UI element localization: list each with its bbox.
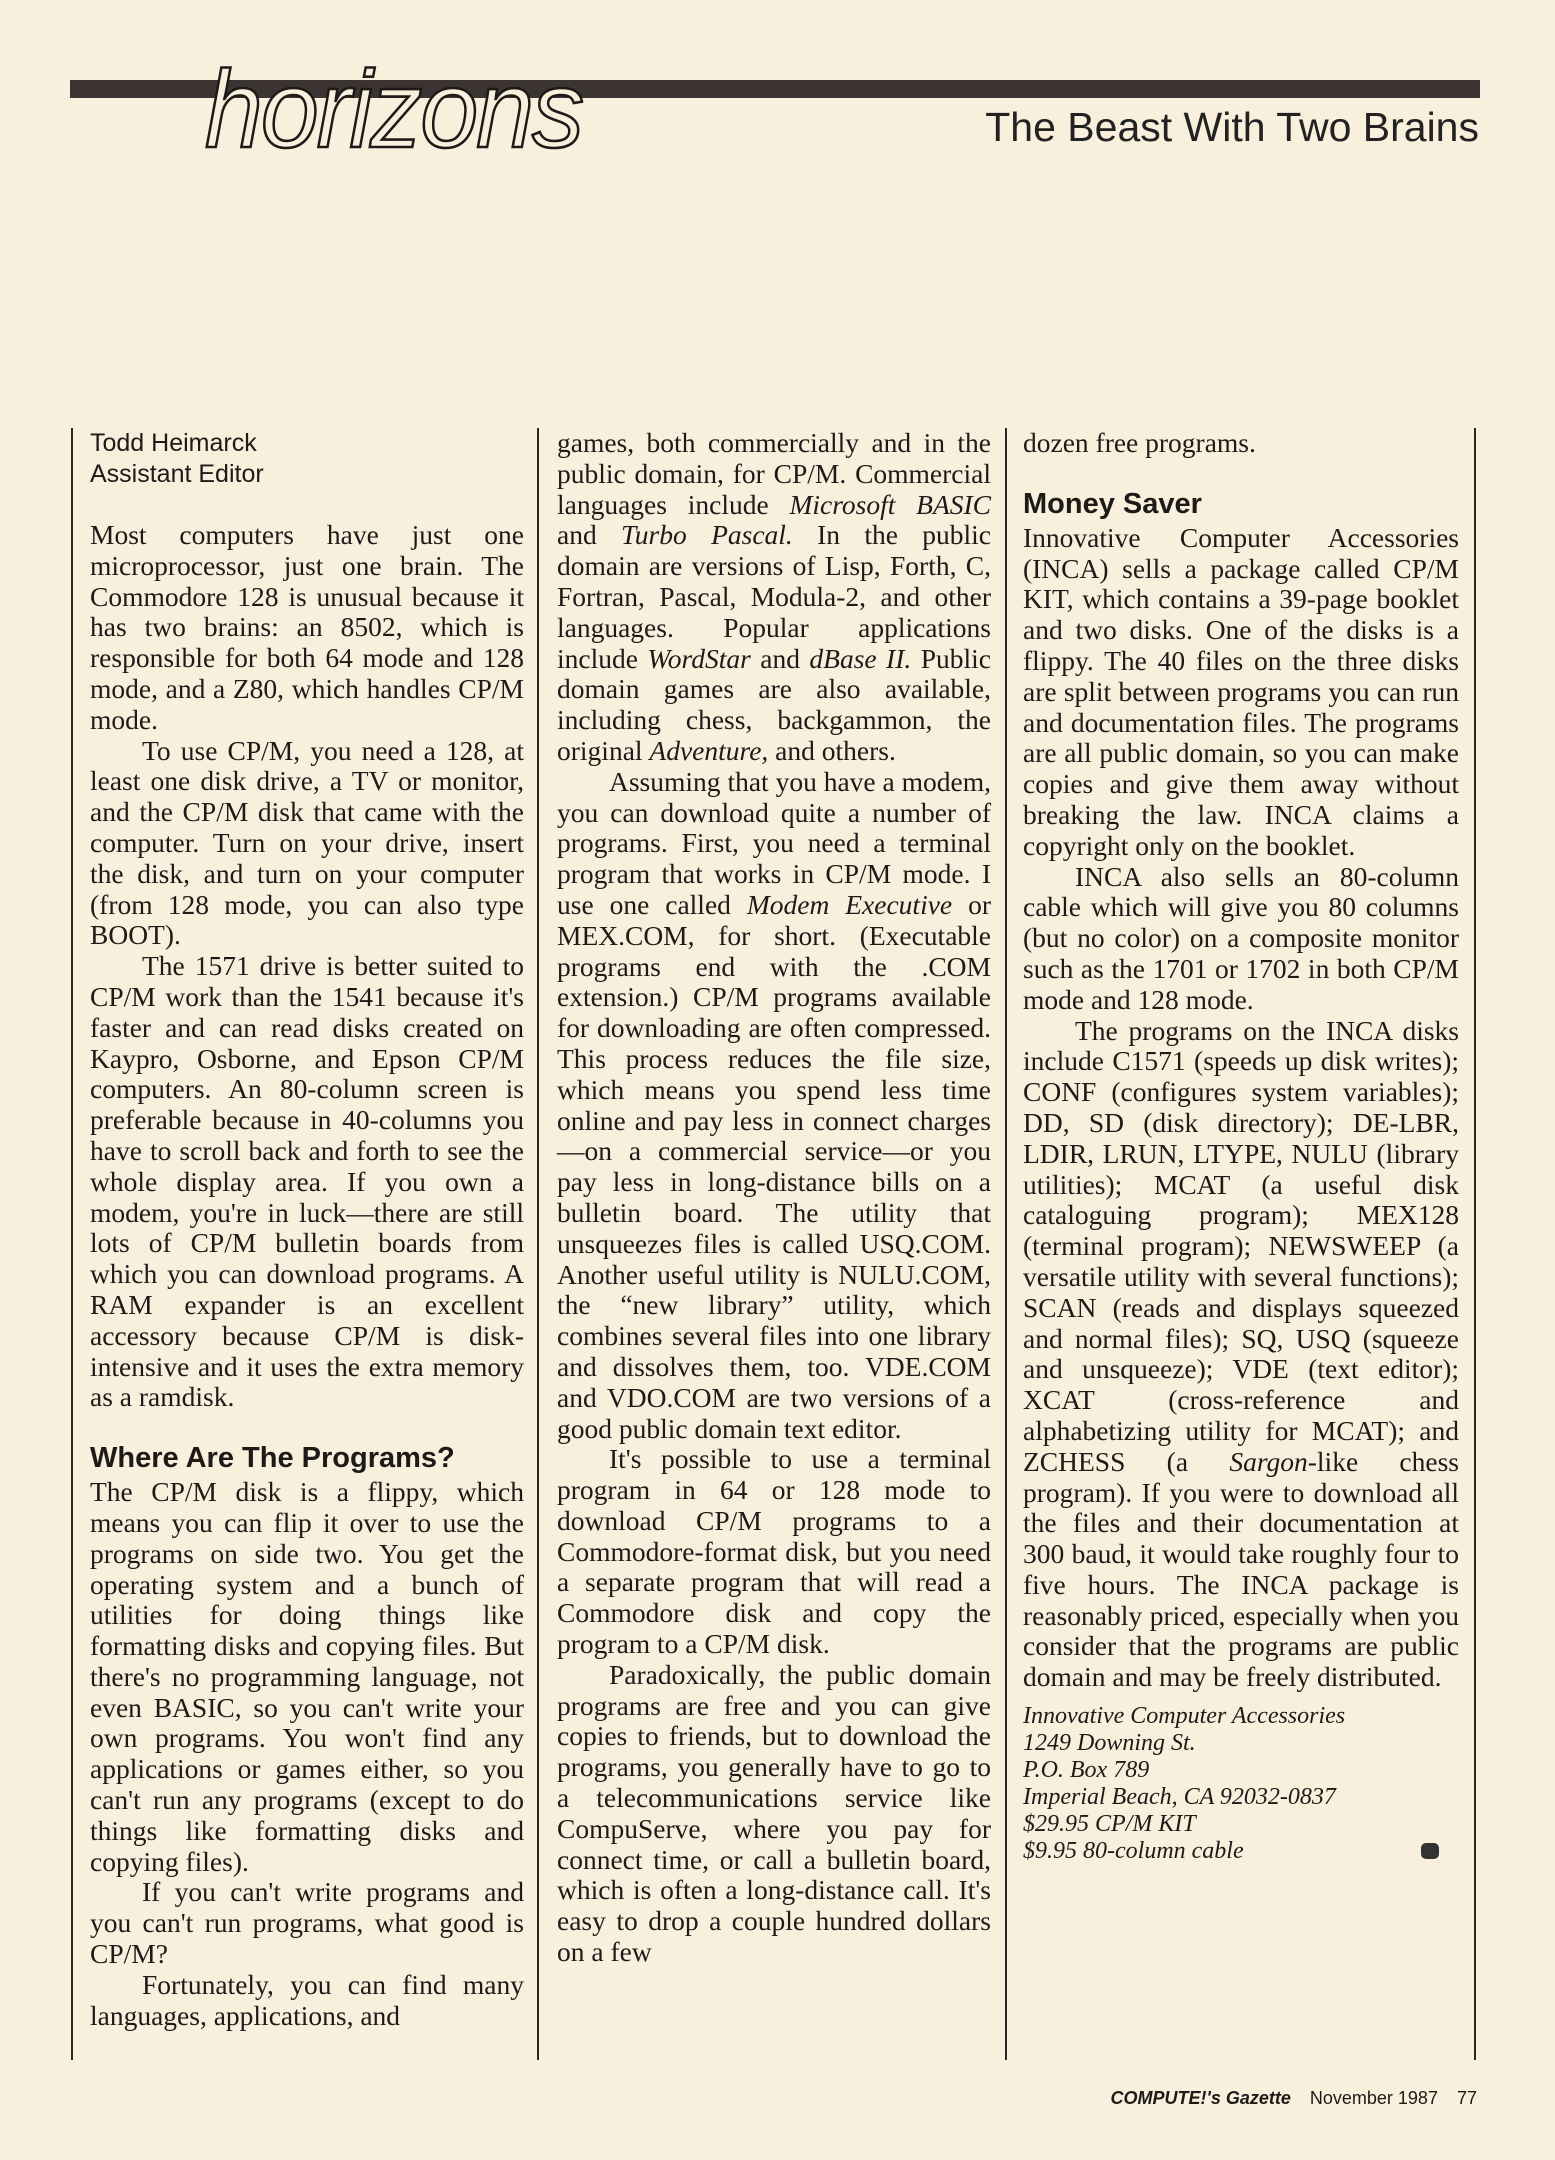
paragraph: [90, 520, 524, 736]
text-run: The programs on the INCA disks include C1571 (speeds up disk writes); CONF (configures system variables); DD, SD (disk directory); DE-LBR, LDIR, LRUN, LTYPE, NULU (library utilities); MCAT (a useful disk cataloguing program); MEX128 (terminal program); NEWSWEEP (a versatile utility with several functions); SCAN (reads and displays squeezed and normal files); SQ, USQ (squeeze and unsqueeze); VDE (text editor); XCAT (cross-reference and alphabetizing utility for MCAT); and ZCHESS (a: [1023, 1014, 1459, 1477]
page-footer: [1111, 2088, 1477, 2109]
text-run: INCA also sells an 80-column cable which will give you 80 columns (but no color) on a composite monitor such as the 1701 or 1702 in both CP/M mode and 128 mode.: [1023, 860, 1459, 1015]
paragraph: [90, 951, 524, 1413]
paragraph: [557, 767, 991, 1445]
section-heading: Money Saver: [1023, 487, 1202, 520]
column-rule: [71, 428, 73, 2060]
byline: [90, 428, 524, 490]
article-column-3: [1023, 428, 1459, 1865]
italic-title: WordStar: [647, 642, 751, 674]
column-rule: [1005, 428, 1007, 2060]
paragraph: [90, 1970, 524, 2032]
italic-title: dBase II.: [809, 642, 912, 674]
vendor-address: [1023, 1703, 1459, 1865]
issue-date: November 1987: [1309, 2088, 1438, 2108]
text-run: The 1571 drive is better suited to CP/M work than the 1541 because it's faster and can read disks created on Kaypro, Osborne, and Epson CP/M computers. An 80-column screen is preferable because in 40-columns you have to scroll back and forth to see the whole display area. If you own a modem, you're in luck—there are still lots of CP/M bulletin boards from which you can download programs. A RAM expander is an excellent accessory because CP/M is disk-intensive and it uses the extra memory as a ramdisk.: [90, 950, 524, 1413]
section-heading: Where Are The Programs?: [90, 1442, 455, 1475]
italic-title: Adventure,: [649, 734, 769, 766]
publication-name: COMPUTE!'s Gazette: [1110, 2088, 1291, 2108]
text-run: and others.: [768, 734, 896, 766]
address-line: P.O. Box 789: [1023, 1757, 1150, 1784]
page-number: 77: [1456, 2088, 1477, 2108]
paragraph: [557, 428, 991, 767]
text-run: dozen free programs.: [1023, 427, 1256, 458]
text-run: Innovative Computer Accessories (INCA) sells a package called CP/M KIT, which contains a 39-page booklet and two disks. One of the disks is a flippy. The 40 files on the three disks are split between programs you can run and documentation files. The programs are all public domain, so you can make copies and give them away without breaking the law. INCA claims a copyright only on the booklet.: [1023, 521, 1459, 861]
column-body: [557, 428, 991, 1968]
address-line: 1249 Downing St.: [1023, 1730, 1196, 1757]
text-run: If you can't write programs and you can't run programs, what good is CP/M?: [90, 1876, 524, 1970]
article-column-2: [557, 428, 991, 1968]
text-run: Fortunately, you can find many languages, applications, and: [90, 1968, 524, 2031]
paragraph: [90, 1477, 524, 1877]
text-run: -like chess program). If you were to download all the files and their documentation at 300 baud, it would take roughly four to five hours. The INCA package is reasonably priced, especially when you consider that the programs are public domain and may be freely distributed.: [1023, 1445, 1459, 1693]
address-line: Innovative Computer Accessories: [1023, 1703, 1346, 1730]
text-run: In the public domain are versions of Lisp, Forth, C, Fortran, Pascal, Modula-2, and other languages. Popular applications include: [557, 519, 991, 674]
text-run: Public domain games are also available, including chess, backgammon, the original: [557, 642, 991, 766]
section-logo: horizons: [205, 49, 583, 171]
text-run: Most computers have just one microprocessor, just one brain. The Commodore 128 is unusual because it has two brains: an 8502, which is responsible for both 64 mode and 128 mode, and a Z80, which handles CP/M mode.: [90, 519, 524, 735]
italic-title: Sargon: [1229, 1445, 1308, 1477]
end-mark-icon: [1421, 1843, 1439, 1859]
paragraph: [1023, 523, 1459, 862]
italic-title: Modem Executive: [746, 888, 953, 920]
address-line: $9.95 80-column cable: [1023, 1838, 1244, 1865]
italic-title: Turbo Pascal.: [621, 519, 793, 551]
text-run: To use CP/M, you need a 128, at least one disk drive, a TV or monitor, and the CP/M disk that came with the computer. Turn on your drive, insert the disk, and turn on your computer (from 128 mode, you can also type BOOT).: [90, 734, 524, 951]
paragraph: [1023, 1016, 1459, 1694]
paragraph: [557, 1660, 991, 1968]
text-run: and: [557, 519, 622, 551]
article-column-1: [90, 428, 524, 2031]
author-role: Assistant Editor: [90, 460, 264, 488]
text-run: games, both commercially and in the public domain, for CP/M. Commercial languages include: [557, 427, 991, 520]
paragraph: [557, 1444, 991, 1660]
italic-title: Microsoft BASIC: [789, 488, 992, 520]
address-line: $29.95 CP/M KIT: [1023, 1811, 1196, 1838]
author-name: Todd Heimarck: [90, 429, 257, 457]
column-body: [90, 520, 524, 2031]
column-body: [1023, 428, 1459, 1693]
text-run: Assuming that you have a modem, you can download quite a number of programs. First, you need a terminal program that works in CP/M mode. I use one called: [557, 765, 991, 920]
paragraph: [90, 1877, 524, 1969]
paragraph: [90, 736, 524, 952]
text-run: and: [750, 642, 810, 674]
paragraph: [1023, 428, 1459, 459]
address-line: Imperial Beach, CA 92032-0837: [1023, 1784, 1336, 1811]
paragraph: [1023, 862, 1459, 1016]
article-title: The Beast With Two Brains: [985, 104, 1479, 150]
text-run: Paradoxically, the public domain programs are free and you can give copies to friends, but to download the programs, you generally have to go to a telecommunications service like CompuServe, where you pay for connect time, or call a bulletin board, which is often a long-distance call. It's easy to drop a couple hundred dollars on a few: [557, 1658, 991, 1968]
column-rule: [537, 428, 539, 2060]
text-run: or MEX.COM, for short. (Executable programs end with the .COM extension.) CP/M programs available for downloading are often compressed. This process reduces the file size, which means you spend less time online and pay less in connect charges—on a commercial service—or you pay less in long-distance bills on a bulletin board. The utility that unsqueezes files is called USQ.COM. Another useful utility is NULU.COM, the “new library” utility, which combines several files into one library and dissolves them, too. VDE.COM and VDO.COM are two versions of a good public domain text editor.: [557, 888, 991, 1444]
column-rule: [1474, 428, 1476, 2060]
text-run: The CP/M disk is a flippy, which means you can flip it over to use the programs on side two. You get the operating system and a bunch of utilities for doing things like formatting disks and copying files. But there's no programming language, not even BASIC, so you can't write your own programs. You won't find any applications or games either, so you can't run any programs (except to do things like formatting disks and copying files).: [90, 1476, 524, 1877]
text-run: It's possible to use a terminal program in 64 or 128 mode to download CP/M programs to a Commodore-format disk, but you need a separate program that will read a Commodore disk and copy the program to a CP/M disk.: [557, 1443, 991, 1660]
